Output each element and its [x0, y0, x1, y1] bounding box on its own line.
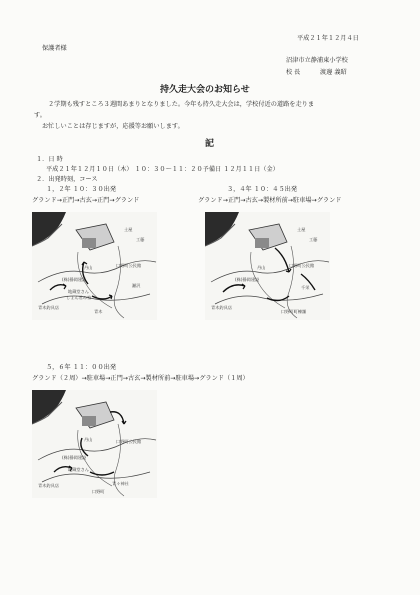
- course-1-label: １，２年 １０：３０出発: [46, 186, 117, 193]
- map1-label-kouri: 瀬沢: [132, 283, 141, 288]
- map3-label-kominkan: 口野町公民館: [116, 439, 142, 444]
- map2-label-maruyama: 丹山: [257, 265, 266, 270]
- map3-label-aokishoten: 青木釣具店: [38, 483, 59, 488]
- principal-name: 渡邊 義昭: [320, 69, 347, 76]
- intro-line-2: す。: [34, 112, 46, 119]
- map2-label-kominkan: 口野町公民館: [289, 263, 315, 268]
- item1-heading: １．日 時: [36, 156, 63, 163]
- map3-label-jizo: 地蔵堂さん: [68, 467, 89, 472]
- ki-heading: 記: [205, 139, 215, 149]
- map1-label-kominkan: 口野町公民館: [116, 263, 142, 268]
- course-map-2: [205, 212, 330, 320]
- map3-label-kominkan-2: 口野町: [92, 489, 105, 494]
- map1-label-donjo: 土屋: [124, 227, 133, 232]
- map2-label-kouki: 工藤: [309, 237, 318, 242]
- document-date: 平成２１年１２月４日: [297, 35, 359, 42]
- map1-label-aokishoten: 青木釣具店: [38, 305, 59, 310]
- intro-line-1: ２学期も残すところ３週間あまりとなりました。今年も持久走大会は，学校付近の道路を走りま: [48, 101, 315, 108]
- map2-label-donjo: 土屋: [297, 227, 306, 232]
- course-2-label: ３，４年 １０：４５出発: [227, 186, 298, 193]
- map1-label-shoman: しょん君の家: [66, 295, 92, 300]
- map1-label-jizo: 地蔵堂さん: [68, 289, 89, 294]
- map2-label-aokishoten: 青木釣具店: [211, 305, 232, 310]
- map1-label-kouki: 工藤: [136, 237, 145, 242]
- page-title: 持久走大会のお知らせ: [160, 85, 250, 95]
- map2-label-sengen: 千栄: [301, 285, 310, 290]
- item2-heading: ２．出発時刻，コース: [36, 176, 98, 183]
- item1-detail: 平成２１年１２月１０日（木） １０：３０～１１：２０予備日 １２月１１日（金）: [46, 166, 279, 173]
- map3-label-aomori: 青々神社: [112, 481, 129, 486]
- map1-label-aoki: 青木: [94, 309, 103, 314]
- principal-title: 校 長: [286, 69, 301, 76]
- map1-label-maruyama: 丹山: [84, 265, 93, 270]
- map2-label-station: 口野町町棟舗: [281, 309, 307, 314]
- map3-label-shizuura: (株)静岡建設: [62, 455, 87, 460]
- addressee: 保護者様: [42, 45, 67, 52]
- map3-label-maruyama: 丹山: [84, 437, 93, 442]
- course-map-3: [32, 390, 157, 498]
- course-3-route: グランド（２周）→駐車場→正門→古玄→製材所前→駐車場→グランド（１周）: [32, 375, 249, 382]
- intro-line-3: お忙しいことは存じますが，応援等お願いします。: [42, 123, 184, 130]
- school-name: 沼津市立静浦東小学校: [286, 57, 348, 64]
- map2-label-shizuura: (株)静岡建設: [235, 277, 260, 282]
- course-3-label: ５，６年 １１：００出発: [46, 364, 117, 371]
- course-1-route: グランド→正門→古玄→正門→グランド: [32, 197, 140, 204]
- map1-label-shizuura: (株)静岡建設: [62, 277, 87, 282]
- course-2-route: グランド→正門→古玄→製材所前→駐車場→グランド: [198, 197, 342, 204]
- course-map-1: [32, 212, 157, 320]
